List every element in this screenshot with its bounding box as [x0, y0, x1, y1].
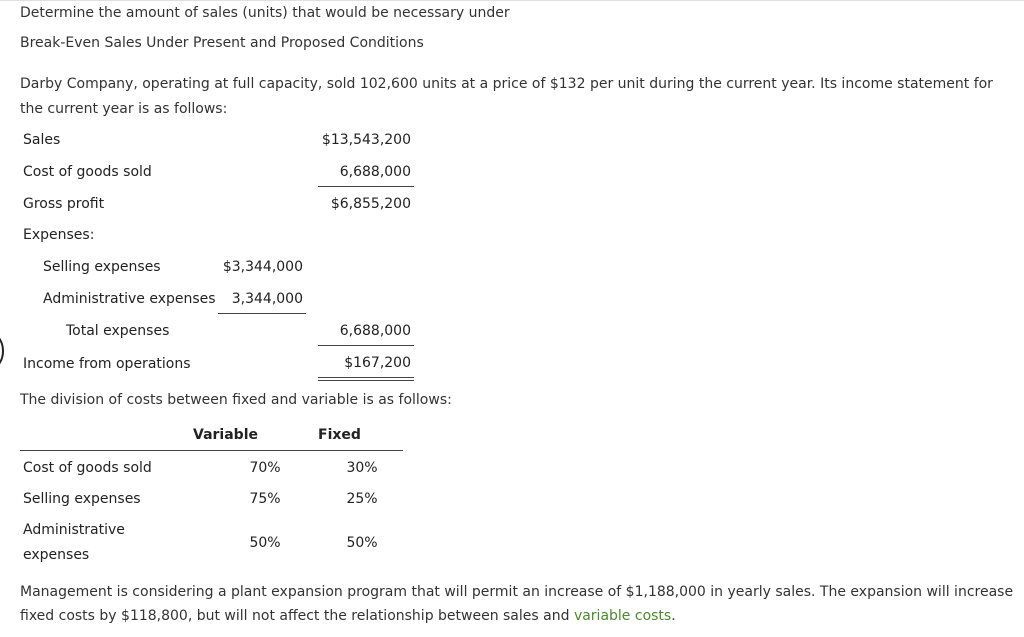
- gross-profit-label: Gross profit: [23, 196, 105, 212]
- row-admin-variable: 50%: [249, 535, 281, 551]
- question-line-2: Break-Even Sales Under Present and Proposed Conditions: [20, 35, 424, 51]
- gross-profit-value: $6,855,200: [330, 196, 411, 212]
- management-period: .: [671, 608, 676, 624]
- cogs-value: 6,688,000: [339, 164, 411, 180]
- admin-expenses-label: Administrative expenses: [43, 291, 216, 307]
- row-cogs-fixed: 30%: [346, 460, 378, 476]
- sales-label: Sales: [23, 132, 61, 148]
- admin-expenses-value: 3,344,000: [231, 291, 303, 307]
- cogs-underline: [318, 186, 414, 187]
- sales-value: $13,543,200: [321, 132, 411, 148]
- row-cogs-variable: 70%: [249, 460, 281, 476]
- row-selling-fixed: 25%: [346, 491, 378, 507]
- income-double-underline-bottom: [318, 380, 414, 381]
- management-text: Management is considering a plant expansion program that will permit an increase of $1,188,000 in yearly sales. The expansion will increase fixed costs by $118,800, but will not affect the relationship between sales and: [20, 584, 1014, 624]
- total-underline: [318, 345, 414, 346]
- row-admin-label-line1: Administrative: [23, 522, 125, 538]
- intro-paragraph: Darby Company, operating at full capacity, sold 102,600 units at a price of $132 per unit during the current year. Its income statement for the current year is as follows:: [20, 76, 993, 117]
- cogs-label: Cost of goods sold: [23, 164, 152, 180]
- row-admin-label-line2: expenses: [23, 547, 90, 563]
- total-expenses-label: Total expenses: [66, 323, 170, 339]
- division-intro: The division of costs between fixed and variable is as follows:: [20, 392, 452, 408]
- fixed-header: Fixed: [318, 427, 361, 443]
- row-selling-label: Selling expenses: [23, 491, 141, 507]
- income-double-underline-top: [318, 377, 414, 378]
- management-paragraph: [20, 580, 1020, 628]
- row-cogs-label: Cost of goods sold: [23, 460, 152, 476]
- variable-costs-link[interactable]: variable costs: [573, 608, 672, 624]
- income-value: $167,200: [344, 355, 411, 371]
- left-edge-bracket: [0, 334, 4, 368]
- question-line-1: Determine the amount of sales (units) that would be necessary under: [20, 5, 510, 21]
- row-admin-fixed: 50%: [346, 535, 378, 551]
- top-divider: [0, 0, 1024, 1]
- table-header-rule: [20, 450, 403, 451]
- total-expenses-value: 6,688,000: [339, 323, 411, 339]
- selling-expenses-value: $3,344,000: [222, 259, 303, 275]
- income-label: Income from operations: [23, 356, 191, 372]
- admin-underline: [218, 313, 306, 314]
- selling-expenses-label: Selling expenses: [43, 259, 161, 275]
- variable-header: Variable: [193, 427, 258, 443]
- row-selling-variable: 75%: [249, 491, 281, 507]
- expenses-label: Expenses:: [23, 227, 95, 243]
